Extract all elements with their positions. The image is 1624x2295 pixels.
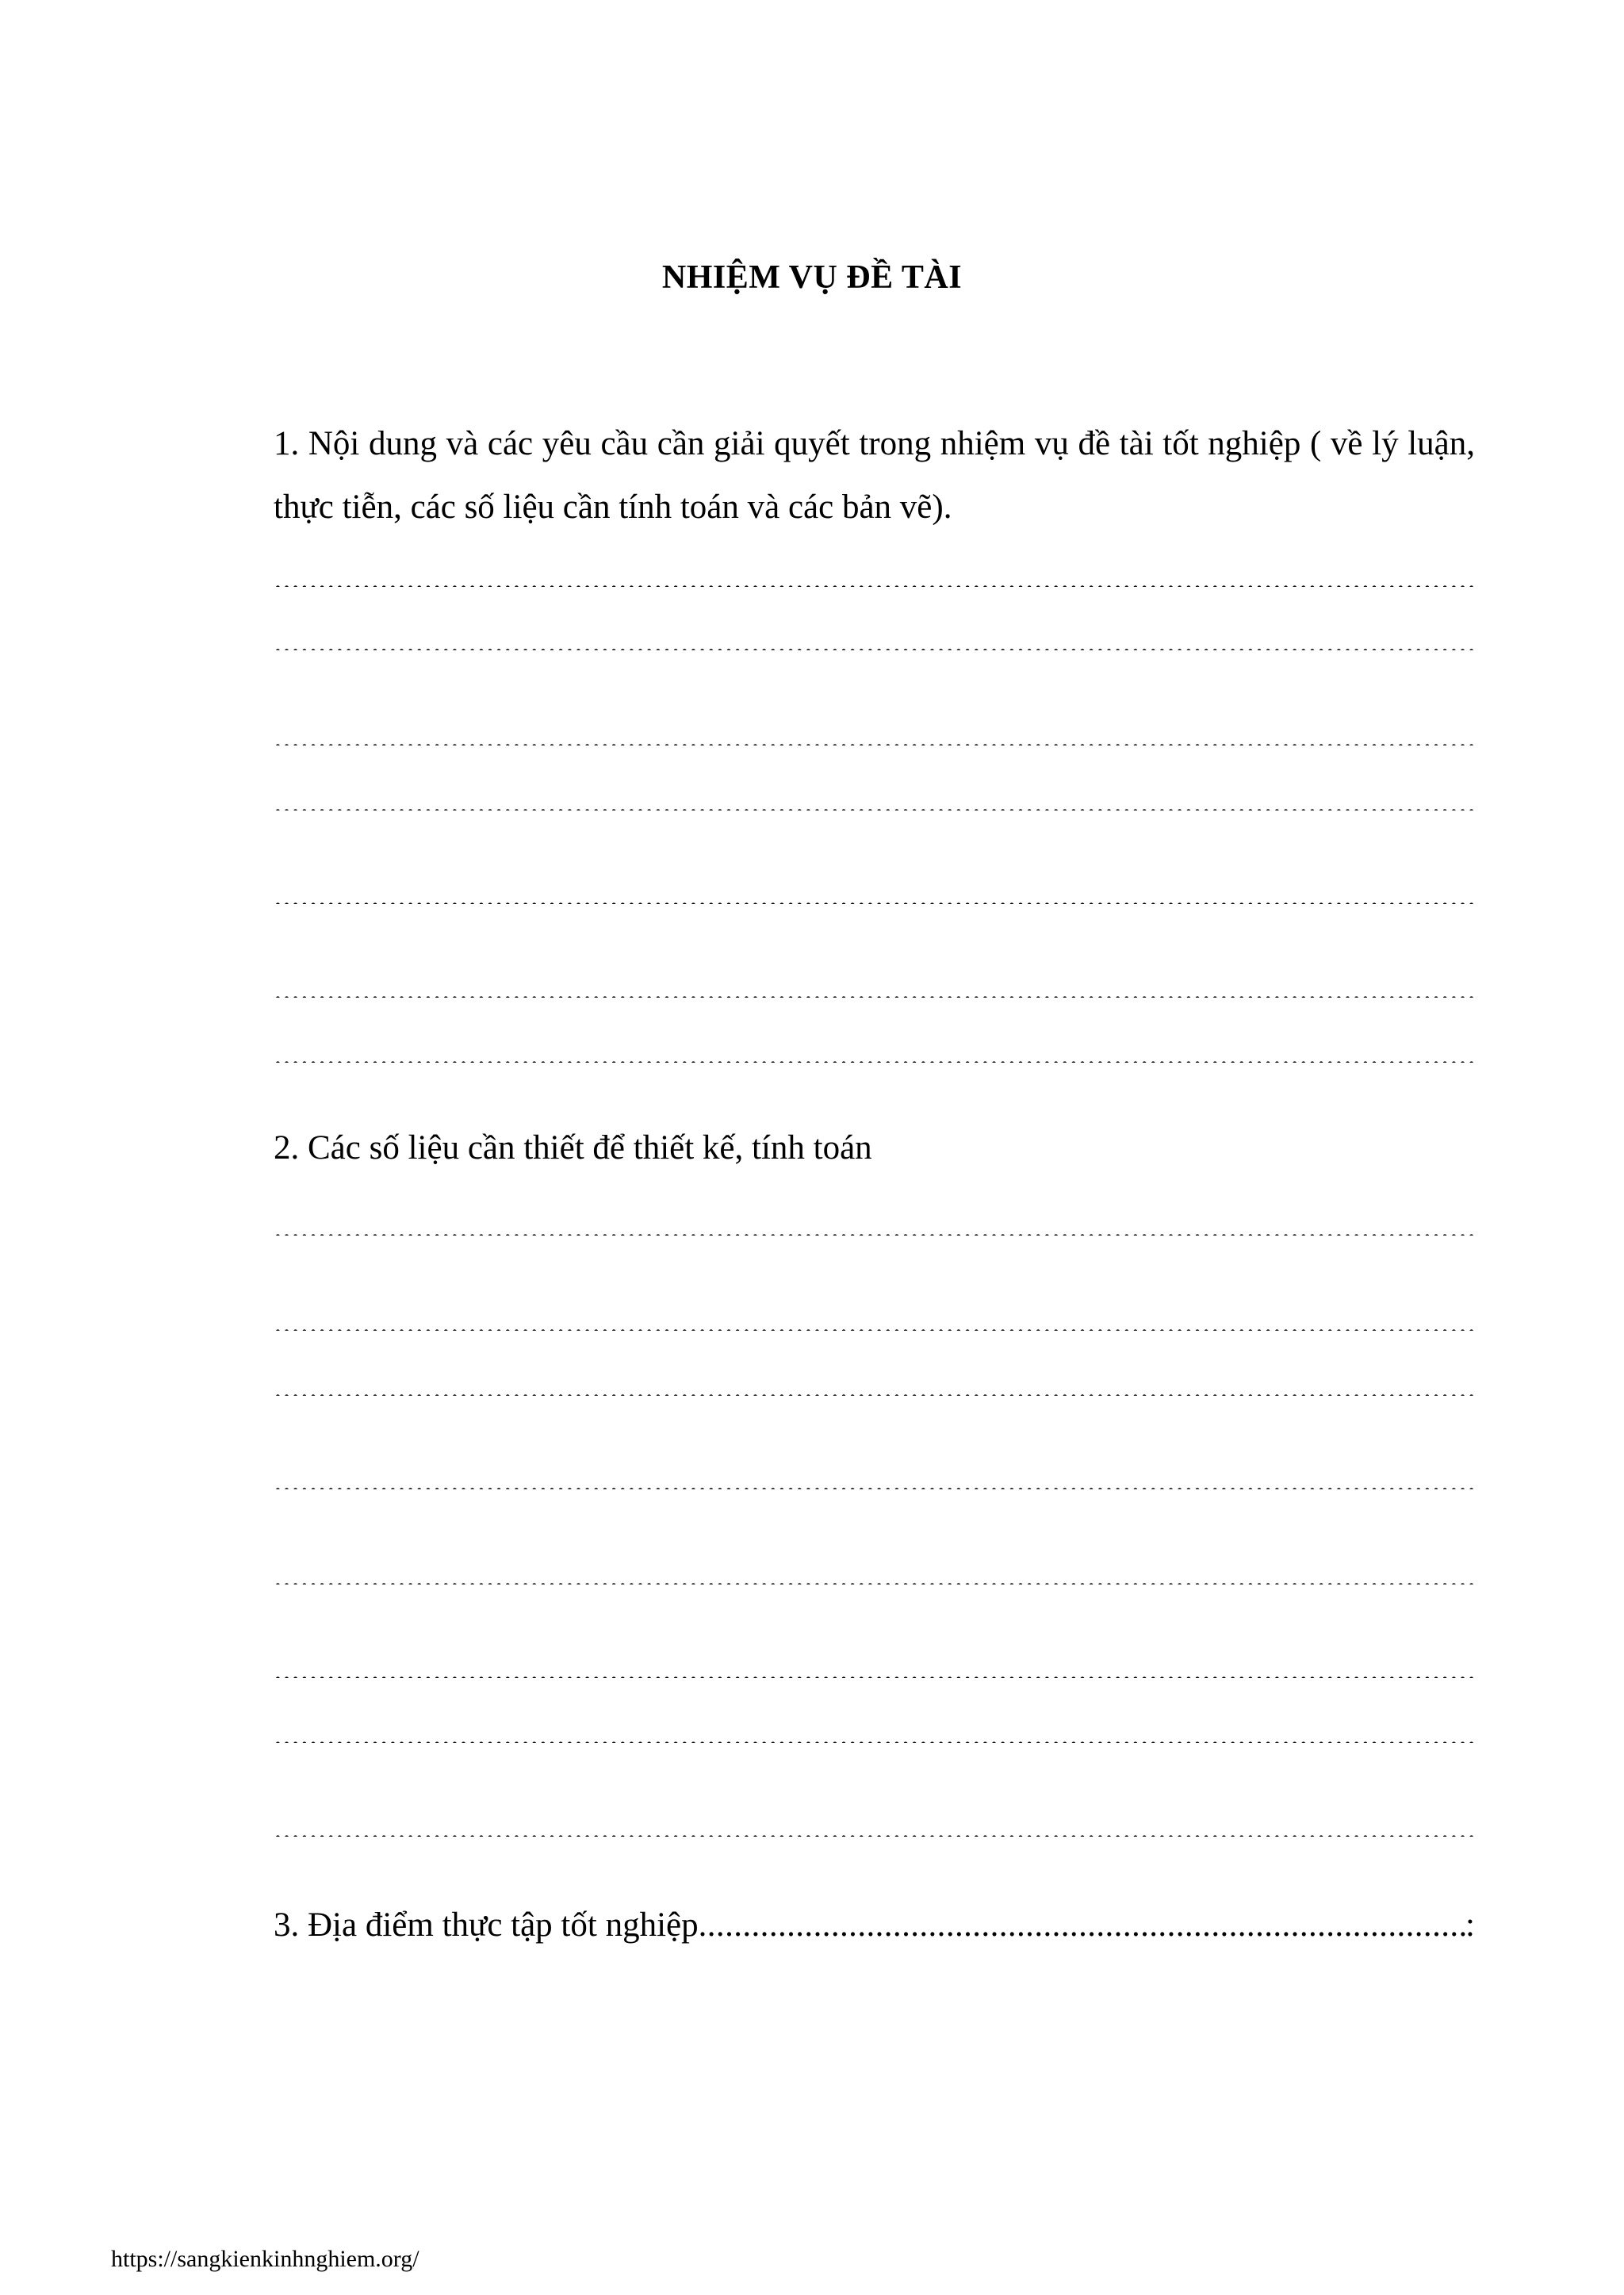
section-2-answer-line[interactable] bbox=[274, 1727, 1475, 1743]
section-2-answer-line[interactable] bbox=[274, 1662, 1475, 1678]
section-1-answer-line[interactable] bbox=[274, 982, 1475, 998]
section-2-answer-line[interactable] bbox=[274, 1380, 1475, 1396]
section-1-answer-line[interactable] bbox=[274, 795, 1475, 810]
section-1-answer-line[interactable] bbox=[274, 888, 1475, 904]
section-1-text: 1. Nội dung và các yêu cầu cần giải quyết trong nhiệm vụ đề tài tốt nghiệp ( về lý luận, thực tiễn, các số liệu cần tính toán và các bản vẽ). bbox=[274, 425, 1475, 526]
section-1-answer-line[interactable] bbox=[274, 571, 1475, 587]
section-3-label: 3. Địa điểm thực tập tốt nghiệp bbox=[274, 1906, 699, 1944]
section-2-answer-line[interactable] bbox=[274, 1821, 1475, 1837]
section-2-answer-line[interactable] bbox=[274, 1473, 1475, 1489]
section-1-answer-line[interactable] bbox=[274, 1047, 1475, 1063]
document-title: NHIỆM VỤ ĐỀ TÀI bbox=[661, 259, 963, 296]
footer-url[interactable]: https://sangkienkinhnghiem.org/ bbox=[111, 2246, 419, 2272]
section-1-answer-line[interactable] bbox=[274, 730, 1475, 745]
section-3-row bbox=[274, 1894, 1475, 1957]
section-3-answer-field[interactable] bbox=[699, 1894, 1465, 1957]
section-1-answer-line[interactable] bbox=[274, 634, 1475, 650]
section-2-answer-line[interactable] bbox=[274, 1220, 1475, 1236]
section-3-colon: : bbox=[1465, 1906, 1475, 1944]
section-2-text: 2. Các số liệu cần thiết để thiết kế, tính toán bbox=[274, 1129, 872, 1167]
section-2-answer-line[interactable] bbox=[274, 1315, 1475, 1331]
section-2-answer-line[interactable] bbox=[274, 1569, 1475, 1584]
